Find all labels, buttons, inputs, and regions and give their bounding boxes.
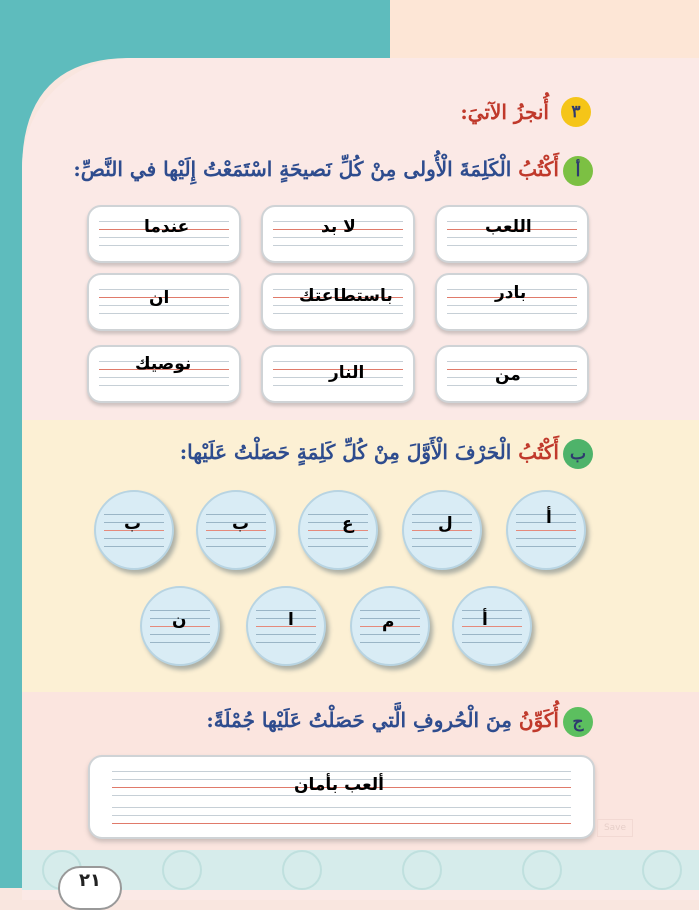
- word-answer-5: باستطاعتك: [299, 286, 393, 306]
- section-b-instruction: [180, 440, 559, 464]
- word-box-2[interactable]: [261, 205, 415, 263]
- word-answer-8: النار: [329, 363, 365, 383]
- letter-answer-4: ب: [232, 514, 250, 534]
- word-box-7[interactable]: [435, 345, 589, 403]
- exercise-number-badge: ٣: [561, 97, 591, 127]
- word-box-3[interactable]: [87, 205, 241, 263]
- save-button[interactable]: Save: [597, 819, 633, 837]
- section-b-instruction-text: الْحَرْفَ الْأَوَّلَ مِنْ كُلِّ كَلِمَةٍ حَصَلْتُ عَلَيْها:: [179, 440, 519, 464]
- word-answer-4: بادر: [495, 283, 527, 303]
- word-box-8[interactable]: [261, 345, 415, 403]
- section-a-badge: أ: [563, 156, 593, 186]
- section-b-badge: ب: [563, 439, 593, 469]
- word-answer-7: من: [495, 365, 521, 385]
- letter-answer-7: م: [382, 612, 395, 632]
- letter-answer-5: ب: [124, 514, 142, 534]
- letter-answer-8: ا: [288, 610, 294, 630]
- word-box-4[interactable]: [435, 273, 589, 331]
- word-box-6[interactable]: [87, 273, 241, 331]
- word-box-9[interactable]: [87, 345, 241, 403]
- page-number: ٢١: [58, 866, 122, 910]
- letter-circle-2[interactable]: [402, 490, 482, 570]
- letter-circle-9[interactable]: [140, 586, 220, 666]
- word-answer-2: لا بد: [321, 217, 356, 237]
- letter-answer-2: ل: [438, 514, 453, 534]
- letter-circle-6[interactable]: [452, 586, 532, 666]
- section-c-instruction-text: مِنَ الْحُروفِ الَّتي حَصَلْتُ عَلَيْها جُمْلَةً:: [206, 708, 519, 732]
- letter-answer-1: أ: [546, 508, 552, 528]
- letter-answer-3: ع: [342, 514, 354, 534]
- sentence-answer-text: ألعب بأمان: [294, 775, 384, 795]
- section-c-verb: أُكَوِّنُ: [518, 708, 559, 732]
- section-c-instruction: [206, 708, 559, 732]
- section-c-badge: ج: [563, 707, 593, 737]
- word-answer-6: ان: [149, 288, 170, 308]
- letter-circle-8[interactable]: [246, 586, 326, 666]
- section-b-verb: أَكْتُبُ: [518, 440, 559, 464]
- section-a-verb: أَكْتُبُ: [518, 157, 559, 181]
- letter-circle-3[interactable]: [298, 490, 378, 570]
- section-a-instruction: [73, 157, 559, 181]
- letter-circle-4[interactable]: [196, 490, 276, 570]
- letter-circle-5[interactable]: [94, 490, 174, 570]
- word-answer-9: نوصيك: [135, 354, 192, 374]
- word-box-5[interactable]: [261, 273, 415, 331]
- letter-circle-7[interactable]: [350, 586, 430, 666]
- letter-circle-1[interactable]: [506, 490, 586, 570]
- section-a-instruction-text: الْكَلِمَةَ الْأُولى مِنْ كُلِّ نَصيحَةٍ اسْتَمَعْتُ إِلَيْها في النَّصِّ:: [73, 157, 519, 181]
- footer-decoration: [22, 850, 699, 890]
- word-answer-1: اللعب: [485, 217, 532, 237]
- sentence-answer-box[interactable]: [88, 755, 595, 839]
- word-box-1[interactable]: [435, 205, 589, 263]
- top-decoration: [390, 0, 699, 58]
- word-answer-3: عندما: [144, 217, 190, 237]
- letter-answer-6: أ: [482, 610, 488, 630]
- exercise-title: أُنجزُ الآتيَ:: [460, 100, 549, 124]
- letter-answer-9: ن: [172, 610, 187, 630]
